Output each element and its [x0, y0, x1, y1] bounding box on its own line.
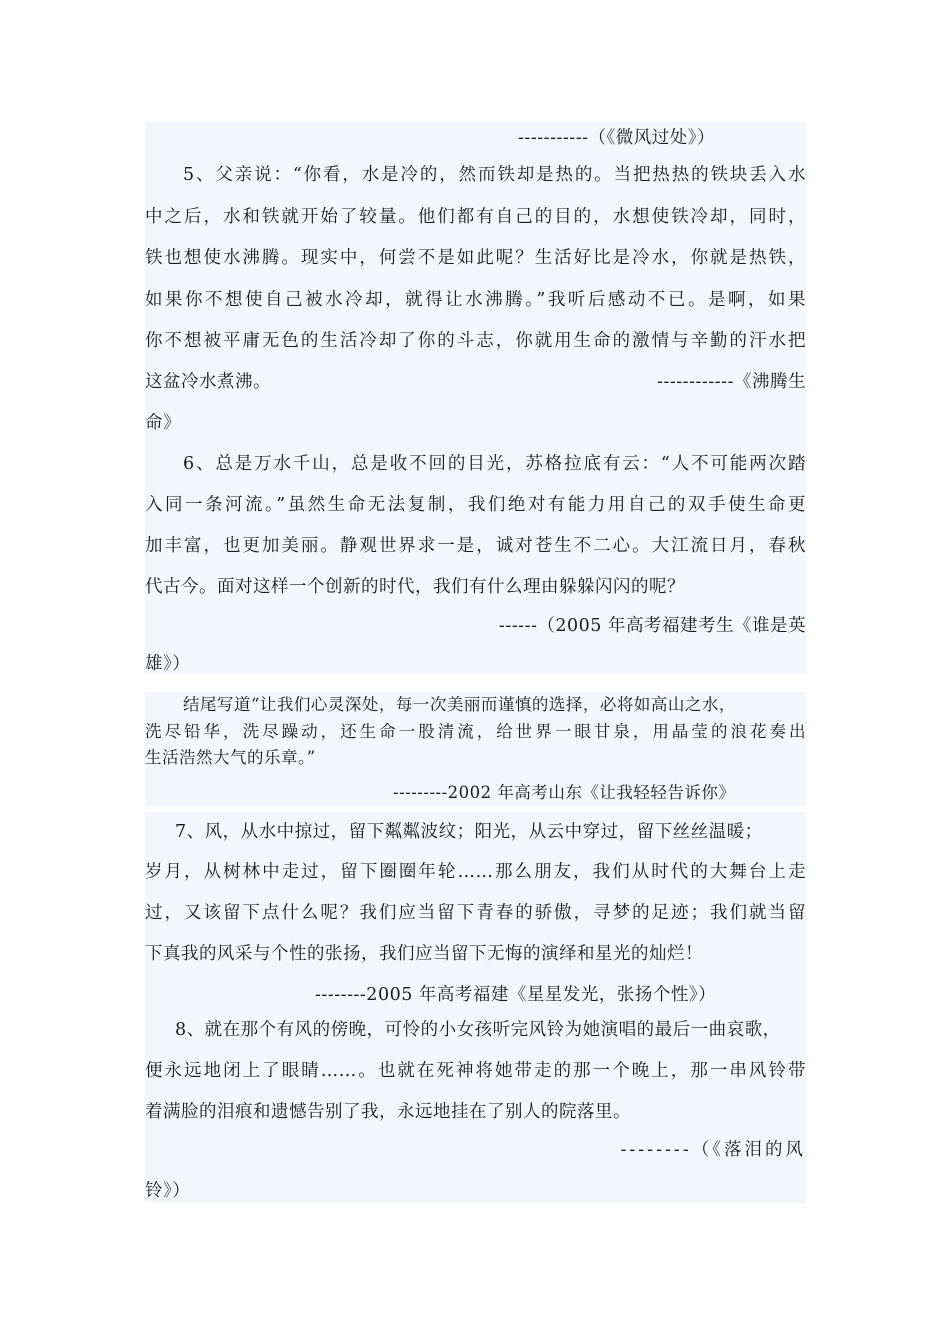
paragraph-line: 这盆冷水煮沸。 [145, 372, 271, 392]
paragraph-line: 中之后，水和铁就开始了较量。他们都有自己的目的，水想使铁冷却，同时， [145, 207, 806, 227]
source-line: -----------（《微风过处》） [518, 128, 716, 148]
text-block-a [145, 122, 806, 674]
paragraph-line: 入同一条河流。”虽然生命无法复制，我们绝对有能力用自己的双手使生命更 [145, 495, 806, 515]
source-line: 雄》） [145, 654, 191, 674]
source-line: --------2005 年高考福建《星星发光，张扬个性》） [315, 985, 717, 1005]
paragraph-line: 结尾写道“让我们心灵深处，每一次美丽而谨慎的选择，必将如高山之水， [183, 695, 736, 714]
paragraph-line: 过，又该留下点什么呢？我们应当留下青春的骄傲，寻梦的足迹；我们就当留 [145, 903, 806, 923]
paragraph-line: 代古今。面对这样一个创新的时代，我们有什么理由躲躲闪闪的呢？ [145, 577, 685, 597]
paragraph-line: 下真我的风采与个性的张扬，我们应当留下无悔的演绎和星光的灿烂！ [145, 944, 703, 964]
paragraph-line: 生活浩然大气的乐章。” [145, 748, 316, 767]
paragraph-line: 洗尽铅华，洗尽躁动，还生命一股清流，给世界一眼甘泉，用晶莹的浪花奏出 [145, 722, 806, 741]
paragraph-line: 6、总是万水千山，总是收不回的目光，苏格拉底有云：“人不可能两次踏 [183, 454, 806, 474]
paragraph-line: 便永远地闭上了眼睛……。也就在死神将她带走的那一个晚上，那一串风铃带 [145, 1061, 806, 1081]
paragraph-line: 如果你不想使自己被水冷却，就得让水沸腾。”我听后感动不已。是啊，如果 [145, 290, 806, 310]
source-line: 铃》） [145, 1181, 191, 1201]
paragraph-line: 铁也想使水沸腾。现实中，何尝不是如此呢？生活好比是冷水，你就是热铁， [145, 248, 806, 268]
paragraph-line: 7、风，从水中掠过，留下粼粼波纹；阳光，从云中穿过，留下丝丝温暖； [175, 822, 763, 842]
source-line: ------（2005 年高考福建考生《谁是英 [498, 616, 806, 636]
paragraph-line: 5、父亲说：“你看，水是冷的，然而铁却是热的。当把热热的铁块丢入水 [183, 165, 806, 185]
paragraph-line: 加丰富，也更加美丽。静观世界求一是，诚对苍生不二心。大江流日月，春秋 [145, 536, 806, 556]
paragraph-line: 着满脸的泪痕和遗憾告别了我，永远地挂在了别人的院落里。 [145, 1102, 631, 1122]
paragraph-line: 8、就在那个有风的傍晚，可怜的小女孩听完风铃为她演唱的最后一曲哀歌， [175, 1020, 781, 1040]
source-line: --------（《落泪的风 [620, 1140, 806, 1160]
source-line: ---------2002 年高考山东《让我轻轻告诉你》 [393, 783, 736, 802]
source-line: ------------《沸腾生 [657, 372, 806, 392]
paragraph-line: 你不想被平庸无色的生活冷却了你的斗志，你就用生命的激情与辛勤的汗水把 [145, 331, 806, 351]
source-line: 命》 [145, 413, 181, 433]
text-block-b [145, 692, 806, 806]
paragraph-line: 岁月，从树林中走过，留下圈圈年轮……那么朋友，我们从时代的大舞台上走 [145, 862, 806, 882]
text-block-c [145, 812, 806, 1203]
